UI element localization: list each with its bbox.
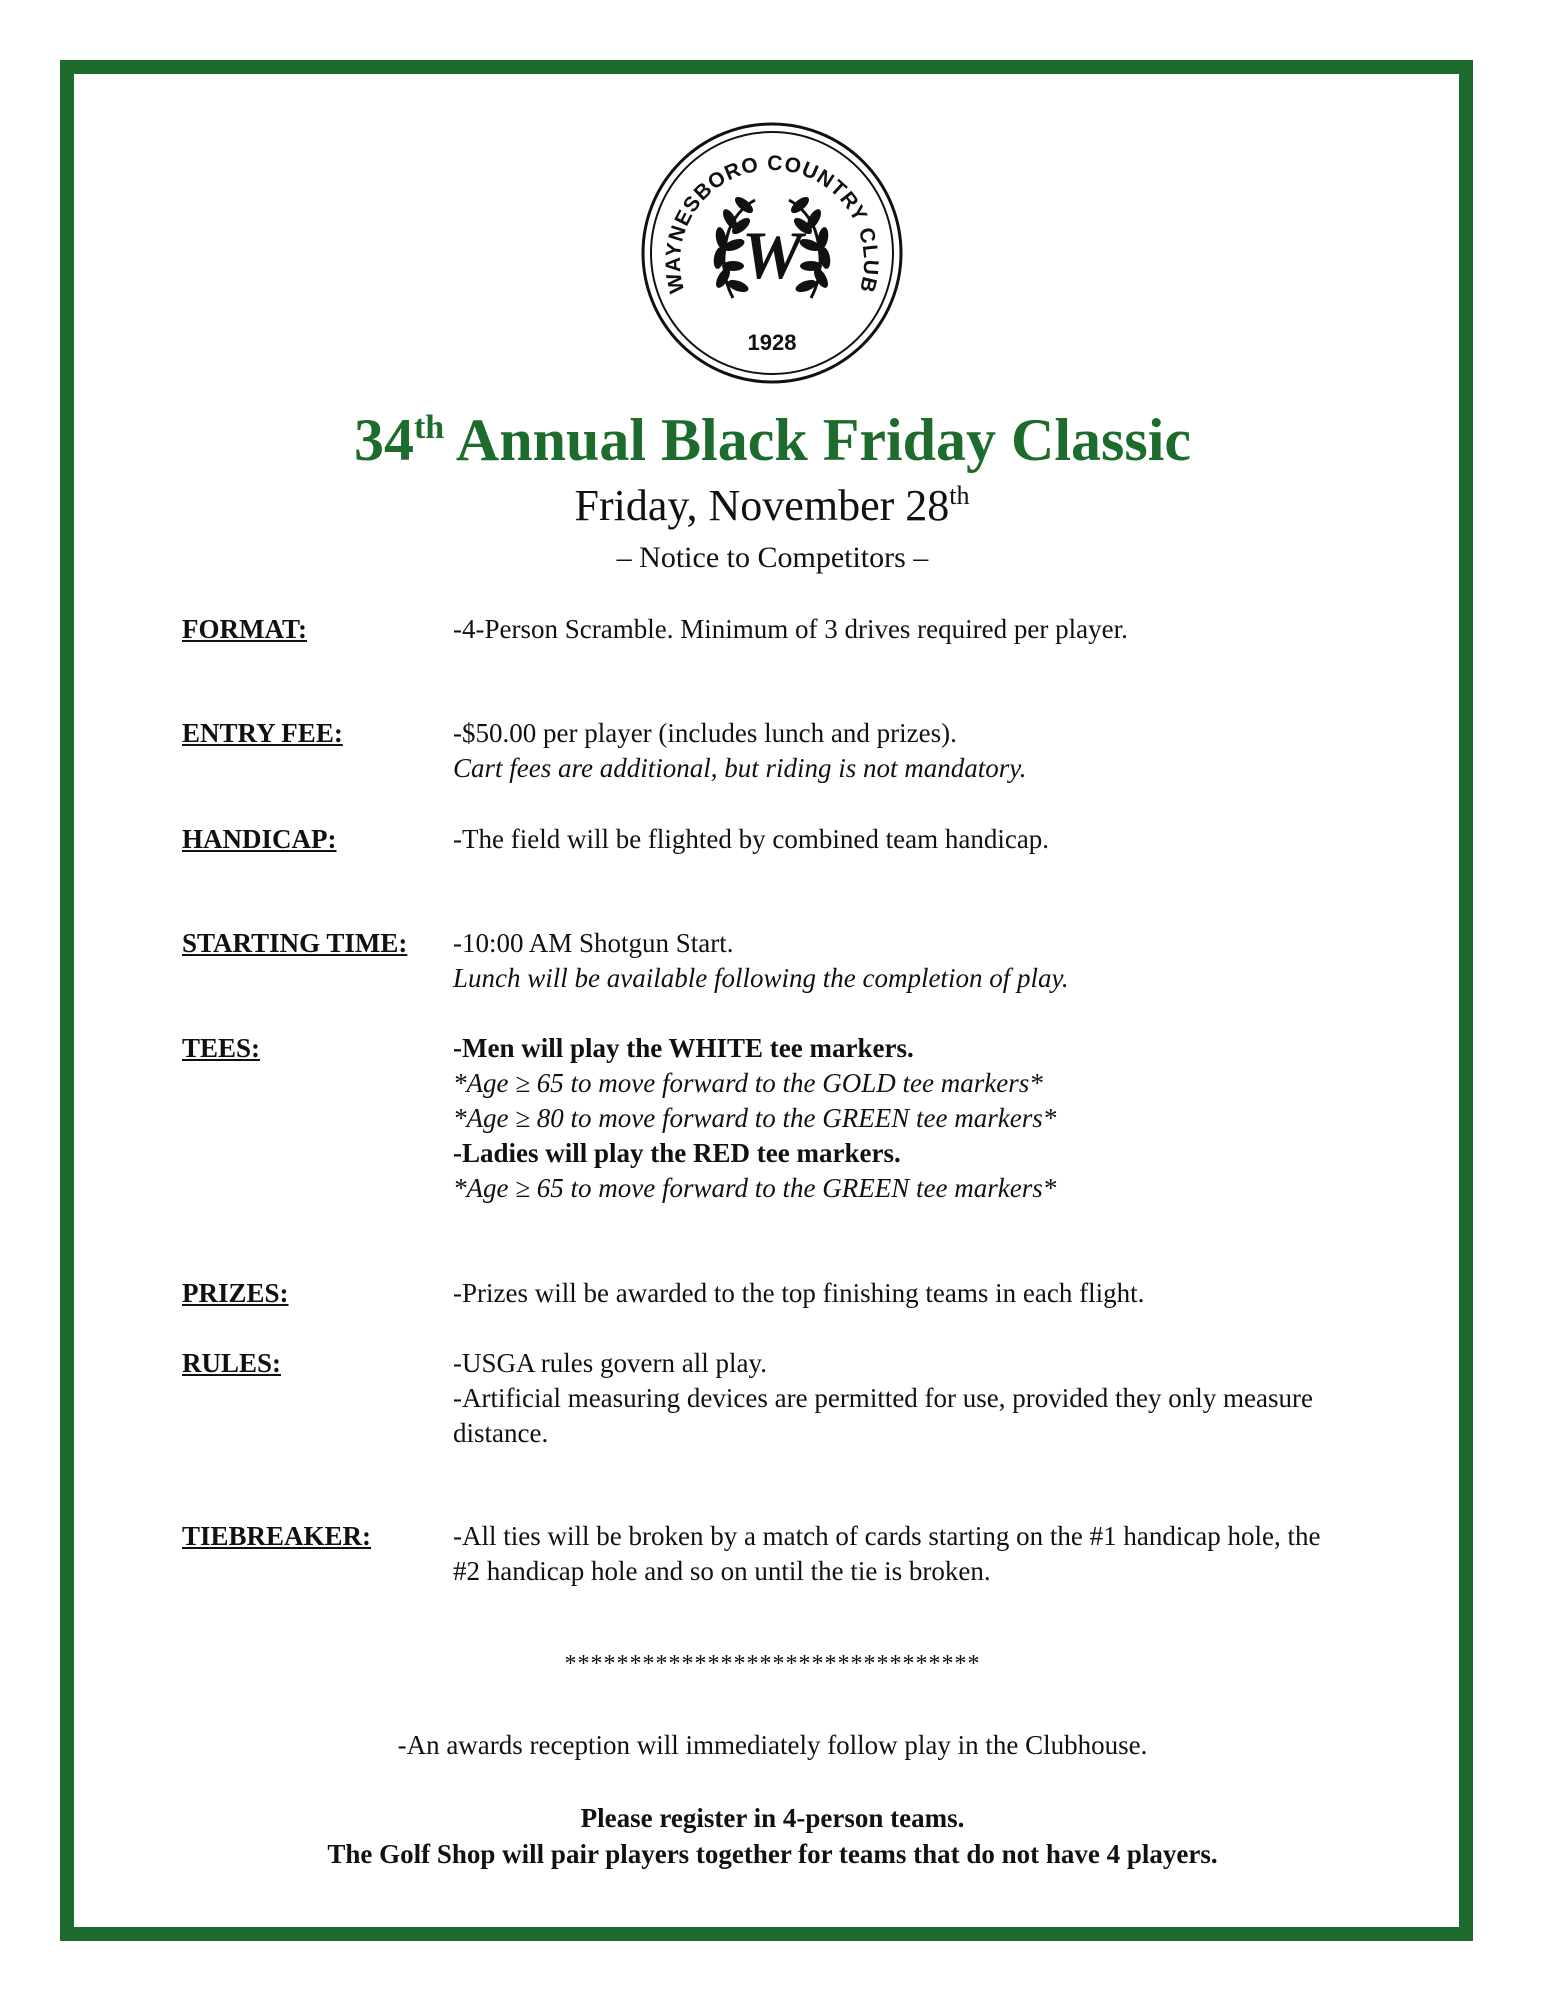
reception-note: -An awards reception will immediately follow play in the Clubhouse.: [397, 1730, 1148, 1760]
logo-club-name: WAYNESBORO COUNTRY CLUB: [661, 151, 883, 296]
section-text: -Artificial measuring devices are permitted for use, provided they only measure distance.: [453, 1383, 1313, 1448]
divider-stars: ********************************: [564, 1651, 981, 1677]
section-label: PRIZES:: [182, 1278, 289, 1308]
section-text: -The field will be flighted by combined team handicap.: [453, 824, 1050, 854]
notice-subtitle: – Notice to Competitors –: [616, 541, 929, 574]
section-text: -Men will play the WHITE tee markers.: [453, 1033, 914, 1063]
section-label: FORMAT:: [182, 614, 307, 644]
event-title: 34th Annual Black Friday Classic: [353, 407, 1192, 473]
section-text: -Ladies will play the RED tee markers.: [453, 1138, 901, 1168]
registration-line: The Golf Shop will pair players together for teams that do not have 4 players.: [327, 1839, 1218, 1869]
section-text: -USGA rules govern all play.: [453, 1348, 767, 1378]
section-label: TIEBREAKER:: [182, 1521, 372, 1551]
section-label: HANDICAP:: [182, 824, 337, 854]
section-note: *Age ≥ 65 to move forward to the GREEN tee markers*: [453, 1173, 1057, 1203]
logo-monogram: W: [741, 217, 803, 293]
section-label: TEES:: [182, 1033, 261, 1063]
section-text: -All ties will be broken by a match of cards starting on the #1 handicap hole, the #2 handicap hole and so on until the tie is broken.: [453, 1521, 1321, 1586]
section-label: STARTING TIME:: [182, 928, 408, 958]
section-note: *Age ≥ 65 to move forward to the GOLD tee markers*: [453, 1068, 1043, 1098]
section-label: ENTRY FEE:: [182, 718, 343, 748]
section-note: Lunch will be available following the completion of play.: [453, 963, 1069, 993]
event-date: Friday, November 28th: [574, 481, 970, 530]
section-note: *Age ≥ 80 to move forward to the GREEN tee markers*: [453, 1103, 1057, 1133]
section-text: -4-Person Scramble. Minimum of 3 drives required per player.: [453, 614, 1128, 644]
section-label: RULES:: [182, 1348, 282, 1378]
registration-note: [0, 1800, 1545, 1872]
club-logo: [637, 118, 907, 388]
section-text: -10:00 AM Shotgun Start.: [453, 928, 734, 958]
logo-year: 1928: [747, 330, 797, 355]
section-text: -Prizes will be awarded to the top finishing teams in each flight.: [453, 1278, 1145, 1308]
section-note: Cart fees are additional, but riding is not mandatory.: [453, 753, 1027, 783]
section-text: -$50.00 per player (includes lunch and prizes).: [453, 718, 957, 748]
registration-line: Please register in 4-person teams.: [580, 1803, 965, 1833]
